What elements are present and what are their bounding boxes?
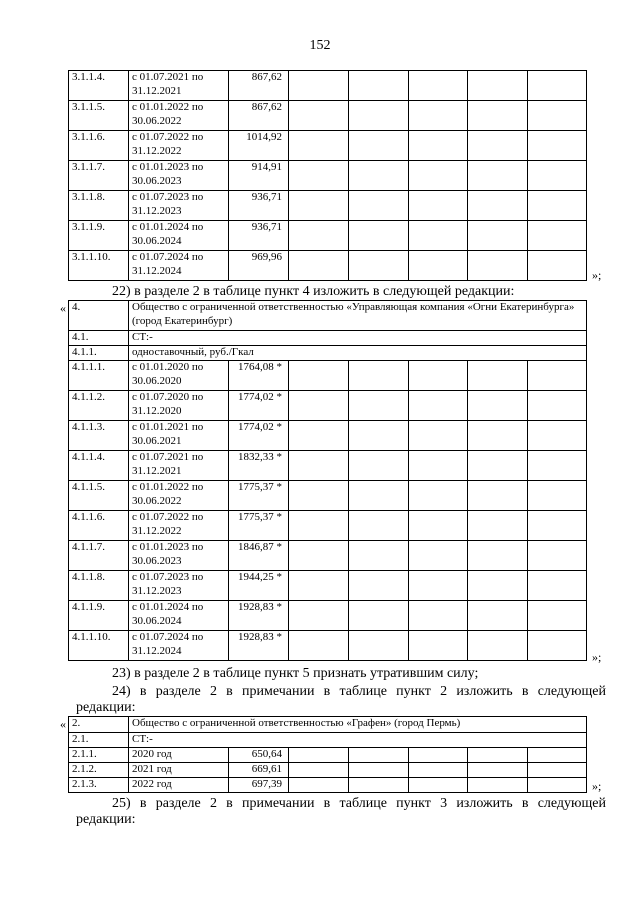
empty-cell <box>528 541 587 571</box>
row-value: 867,62 <box>229 101 289 131</box>
empty-cell <box>289 101 349 131</box>
empty-cell <box>528 391 587 421</box>
row-period: с 01.01.2023 по 30.06.2023 <box>129 541 229 571</box>
table-row <box>69 481 587 511</box>
empty-cell <box>468 391 528 421</box>
row-code: 4.1.1.6. <box>69 511 129 541</box>
table-row <box>69 601 587 631</box>
empty-cell <box>409 101 468 131</box>
empty-cell <box>289 131 349 161</box>
table-row <box>69 511 587 541</box>
empty-cell <box>289 361 349 391</box>
row-code: 4.1.1.10. <box>69 631 129 661</box>
table-row <box>69 421 587 451</box>
row-code: 4.1.1.8. <box>69 571 129 601</box>
table-row <box>69 763 587 778</box>
empty-cell <box>468 71 528 101</box>
empty-cell <box>528 161 587 191</box>
empty-cell <box>349 421 409 451</box>
empty-cell <box>528 481 587 511</box>
empty-cell <box>409 191 468 221</box>
empty-cell <box>409 748 468 763</box>
table-row <box>69 541 587 571</box>
row-period: с 01.01.2022 по 30.06.2022 <box>129 481 229 511</box>
empty-cell <box>289 421 349 451</box>
empty-cell <box>349 191 409 221</box>
row-code: 3.1.1.6. <box>69 131 129 161</box>
empty-cell <box>468 481 528 511</box>
table-row <box>69 361 587 391</box>
row-code: 4.1.1.3. <box>69 421 129 451</box>
row-code: 4.1.1.1. <box>69 361 129 391</box>
paragraph-25: 25) в разделе 2 в примечании в таблице пункт 3 изложить в следующей <box>112 796 606 811</box>
empty-cell <box>409 541 468 571</box>
empty-cell <box>528 421 587 451</box>
row-value: 1775,37 * <box>229 511 289 541</box>
row-code: 3.1.1.5. <box>69 101 129 131</box>
row-value: 936,71 <box>229 221 289 251</box>
row-code: 3.1.1.7. <box>69 161 129 191</box>
table-row <box>69 778 587 793</box>
empty-cell <box>409 451 468 481</box>
table-row <box>69 717 587 733</box>
table-row <box>69 391 587 421</box>
empty-cell <box>468 601 528 631</box>
empty-cell <box>528 71 587 101</box>
open-quote: « <box>60 717 66 731</box>
row-code: 2.1. <box>69 733 129 748</box>
row-code: 4. <box>69 301 129 331</box>
table-row <box>69 221 587 251</box>
organization-name: Общество с ограниченной ответственностью «Графен» (город Пермь) <box>129 717 587 733</box>
page-number: 152 <box>309 38 331 53</box>
table-row <box>69 571 587 601</box>
empty-cell <box>409 421 468 451</box>
empty-cell <box>349 748 409 763</box>
empty-cell <box>289 481 349 511</box>
row-code: 3.1.1.9. <box>69 221 129 251</box>
empty-cell <box>468 631 528 661</box>
empty-cell <box>289 601 349 631</box>
empty-cell <box>409 481 468 511</box>
row-period: с 01.07.2023 по 31.12.2023 <box>129 191 229 221</box>
empty-cell <box>528 778 587 793</box>
empty-cell <box>468 451 528 481</box>
empty-cell <box>468 251 528 281</box>
empty-cell <box>528 101 587 131</box>
table-row <box>69 631 587 661</box>
empty-cell <box>349 391 409 421</box>
empty-cell <box>289 391 349 421</box>
empty-cell <box>349 251 409 281</box>
empty-cell <box>468 571 528 601</box>
paragraph-24: 24) в разделе 2 в примечании в таблице пункт 2 изложить в следующей <box>112 684 606 699</box>
empty-cell <box>468 421 528 451</box>
row-value: 1944,25 * <box>229 571 289 601</box>
row-value: 936,71 <box>229 191 289 221</box>
empty-cell <box>349 161 409 191</box>
paragraph-24-continued: редакции: <box>76 700 136 715</box>
empty-cell <box>349 778 409 793</box>
empty-cell <box>289 778 349 793</box>
row-value: 1764,08 * <box>229 361 289 391</box>
empty-cell <box>409 361 468 391</box>
row-code: 2. <box>69 717 129 733</box>
empty-cell <box>289 748 349 763</box>
empty-cell <box>468 161 528 191</box>
empty-cell <box>528 251 587 281</box>
empty-cell <box>349 71 409 101</box>
row-code: 2.1.1. <box>69 748 129 763</box>
paragraph-25-continued: редакции: <box>76 812 136 827</box>
row-value: 914,91 <box>229 161 289 191</box>
empty-cell <box>349 511 409 541</box>
empty-cell <box>528 748 587 763</box>
row-value: 1775,37 * <box>229 481 289 511</box>
row-period: с 01.07.2022 по 31.12.2022 <box>129 131 229 161</box>
empty-cell <box>468 101 528 131</box>
row-code: 4.1.1.7. <box>69 541 129 571</box>
ct-label: СТ:- <box>129 331 587 346</box>
empty-cell <box>349 541 409 571</box>
empty-cell <box>409 763 468 778</box>
empty-cell <box>349 571 409 601</box>
empty-cell <box>349 131 409 161</box>
tariff-label: одноставочный, руб./Гкал <box>129 346 587 361</box>
table-row <box>69 451 587 481</box>
close-quote: »; <box>592 779 602 793</box>
empty-cell <box>528 601 587 631</box>
table-row <box>69 331 587 346</box>
table-row <box>69 101 587 131</box>
table-row <box>69 733 587 748</box>
row-value: 669,61 <box>229 763 289 778</box>
empty-cell <box>289 191 349 221</box>
empty-cell <box>468 511 528 541</box>
empty-cell <box>349 601 409 631</box>
tariff-table-2 <box>68 716 587 793</box>
row-code: 3.1.1.10. <box>69 251 129 281</box>
empty-cell <box>528 511 587 541</box>
empty-cell <box>528 451 587 481</box>
row-period: с 01.01.2020 по 30.06.2020 <box>129 361 229 391</box>
row-value: 1774,02 * <box>229 391 289 421</box>
row-period: с 01.07.2024 по 31.12.2024 <box>129 631 229 661</box>
empty-cell <box>468 748 528 763</box>
empty-cell <box>528 631 587 661</box>
row-period: 2020 год <box>129 748 229 763</box>
row-code: 4.1.1.2. <box>69 391 129 421</box>
empty-cell <box>409 251 468 281</box>
empty-cell <box>289 763 349 778</box>
empty-cell <box>409 778 468 793</box>
row-code: 4.1. <box>69 331 129 346</box>
table-row <box>69 346 587 361</box>
empty-cell <box>349 763 409 778</box>
empty-cell <box>468 763 528 778</box>
empty-cell <box>289 251 349 281</box>
empty-cell <box>289 161 349 191</box>
row-period: с 01.07.2024 по 31.12.2024 <box>129 251 229 281</box>
row-period: с 01.07.2020 по 31.12.2020 <box>129 391 229 421</box>
empty-cell <box>289 631 349 661</box>
row-period: с 01.01.2021 по 30.06.2021 <box>129 421 229 451</box>
empty-cell <box>349 101 409 131</box>
empty-cell <box>528 763 587 778</box>
row-period: с 01.07.2023 по 31.12.2023 <box>129 571 229 601</box>
close-quote: »; <box>592 268 602 282</box>
empty-cell <box>349 631 409 661</box>
row-period: 2022 год <box>129 778 229 793</box>
row-value: 650,64 <box>229 748 289 763</box>
table-row <box>69 191 587 221</box>
close-quote: »; <box>592 650 602 664</box>
empty-cell <box>468 131 528 161</box>
row-code: 2.1.3. <box>69 778 129 793</box>
empty-cell <box>528 221 587 251</box>
row-code: 4.1.1. <box>69 346 129 361</box>
row-code: 3.1.1.4. <box>69 71 129 101</box>
row-period: с 01.07.2021 по 31.12.2021 <box>129 71 229 101</box>
paragraph-22: 22) в разделе 2 в таблице пункт 4 изложить в следующей редакции: <box>112 284 515 299</box>
empty-cell <box>349 361 409 391</box>
empty-cell <box>409 571 468 601</box>
empty-cell <box>349 481 409 511</box>
empty-cell <box>468 221 528 251</box>
organization-name: Общество с ограниченной ответственностью «Управляющая компания «Огни Екатеринбурга» (город Екатеринбург) <box>129 301 587 331</box>
open-quote: « <box>60 301 66 315</box>
empty-cell <box>528 191 587 221</box>
table-row <box>69 251 587 281</box>
empty-cell <box>349 221 409 251</box>
ct-label: СТ:- <box>129 733 587 748</box>
empty-cell <box>409 221 468 251</box>
empty-cell <box>289 571 349 601</box>
tariff-table-3 <box>68 70 587 281</box>
row-value: 1928,83 * <box>229 601 289 631</box>
empty-cell <box>528 131 587 161</box>
empty-cell <box>409 631 468 661</box>
empty-cell <box>289 511 349 541</box>
empty-cell <box>468 778 528 793</box>
empty-cell <box>289 451 349 481</box>
row-value: 1846,87 * <box>229 541 289 571</box>
empty-cell <box>468 361 528 391</box>
row-code: 4.1.1.4. <box>69 451 129 481</box>
empty-cell <box>349 451 409 481</box>
row-code: 3.1.1.8. <box>69 191 129 221</box>
table-row <box>69 71 587 101</box>
empty-cell <box>528 571 587 601</box>
row-period: с 01.07.2022 по 31.12.2022 <box>129 511 229 541</box>
row-value: 697,39 <box>229 778 289 793</box>
row-value: 1774,02 * <box>229 421 289 451</box>
empty-cell <box>289 541 349 571</box>
paragraph-23: 23) в разделе 2 в таблице пункт 5 признать утратившим силу; <box>112 666 479 681</box>
tariff-table-4 <box>68 300 587 661</box>
row-period: с 01.07.2021 по 31.12.2021 <box>129 451 229 481</box>
empty-cell <box>468 191 528 221</box>
row-code: 4.1.1.9. <box>69 601 129 631</box>
empty-cell <box>409 511 468 541</box>
row-value: 867,62 <box>229 71 289 101</box>
row-value: 1014,92 <box>229 131 289 161</box>
empty-cell <box>289 221 349 251</box>
empty-cell <box>409 131 468 161</box>
empty-cell <box>409 391 468 421</box>
row-value: 969,96 <box>229 251 289 281</box>
table-row <box>69 131 587 161</box>
row-period: с 01.01.2024 по 30.06.2024 <box>129 601 229 631</box>
row-code: 2.1.2. <box>69 763 129 778</box>
empty-cell <box>289 71 349 101</box>
empty-cell <box>468 541 528 571</box>
row-value: 1832,33 * <box>229 451 289 481</box>
row-period: с 01.01.2022 по 30.06.2022 <box>129 101 229 131</box>
row-period: 2021 год <box>129 763 229 778</box>
table-row <box>69 748 587 763</box>
empty-cell <box>409 161 468 191</box>
row-code: 4.1.1.5. <box>69 481 129 511</box>
row-period: с 01.01.2024 по 30.06.2024 <box>129 221 229 251</box>
table-row <box>69 301 587 331</box>
empty-cell <box>409 71 468 101</box>
table-row <box>69 161 587 191</box>
empty-cell <box>528 361 587 391</box>
empty-cell <box>409 601 468 631</box>
row-value: 1928,83 * <box>229 631 289 661</box>
row-period: с 01.01.2023 по 30.06.2023 <box>129 161 229 191</box>
